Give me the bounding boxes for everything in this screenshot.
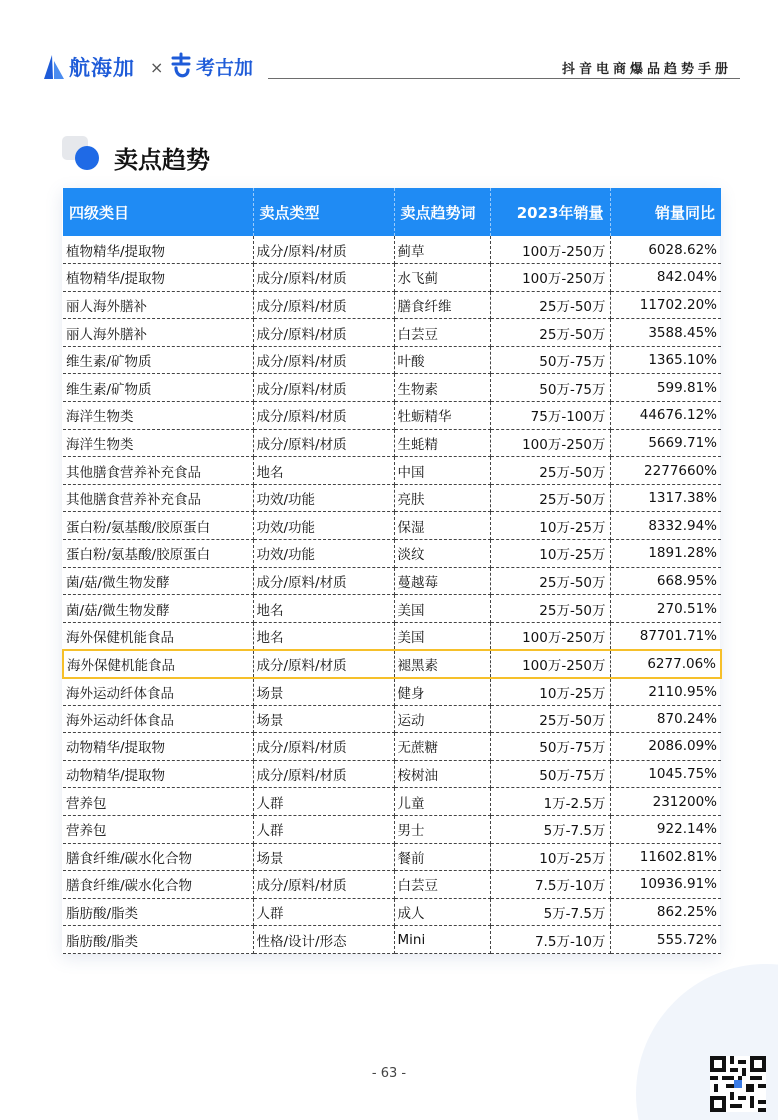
selling-point-trend-table — [62, 188, 722, 954]
page-number: - 63 - — [371, 1066, 407, 1081]
table-body — [63, 236, 721, 953]
cell-sales-2023: 10万-25万 — [490, 512, 610, 540]
cell-selling-point-type: 人群 — [253, 815, 394, 843]
cell-category: 海洋生物类 — [63, 402, 253, 430]
cell-yoy: 1317.38% — [610, 484, 721, 512]
cell-yoy: 2086.09% — [610, 733, 721, 761]
cell-selling-point-type: 成分/原料/材质 — [253, 733, 394, 761]
cell-trend-word: 桉树油 — [394, 760, 490, 788]
table-row — [63, 898, 721, 926]
cell-trend-word: 成人 — [394, 898, 490, 926]
cell-selling-point-type: 地名 — [253, 457, 394, 485]
cell-trend-word: 保湿 — [394, 512, 490, 540]
cell-yoy: 44676.12% — [610, 402, 721, 430]
cell-yoy: 1045.75% — [610, 760, 721, 788]
cell-yoy: 11702.20% — [610, 291, 721, 319]
table-row — [63, 815, 721, 843]
cell-category: 蛋白粉/氨基酸/胶原蛋白 — [63, 512, 253, 540]
cell-selling-point-type: 人群 — [253, 898, 394, 926]
cell-trend-word: 蓟草 — [394, 236, 490, 264]
cell-selling-point-type: 成分/原料/材质 — [253, 402, 394, 430]
cell-category: 膳食纤维/碳水化合物 — [63, 843, 253, 871]
cell-selling-point-type: 成分/原料/材质 — [253, 650, 394, 678]
table-row — [63, 512, 721, 540]
cell-trend-word: 无蔗糖 — [394, 733, 490, 761]
cell-yoy: 8332.94% — [610, 512, 721, 540]
cell-selling-point-type: 性格/设计/形态 — [253, 926, 394, 954]
table-row — [63, 705, 721, 733]
cell-category: 海外保健机能食品 — [63, 622, 253, 650]
cell-category: 维生素/矿物质 — [63, 346, 253, 374]
cell-selling-point-type: 成分/原料/材质 — [253, 236, 394, 264]
table-row — [63, 733, 721, 761]
cell-trend-word: 美国 — [394, 622, 490, 650]
cell-trend-word: 白芸豆 — [394, 871, 490, 899]
cell-sales-2023: 5万-7.5万 — [490, 898, 610, 926]
hanghaijia-logo — [40, 52, 135, 82]
cell-yoy: 1891.28% — [610, 540, 721, 568]
cell-sales-2023: 25万-50万 — [490, 319, 610, 347]
cell-category: 营养包 — [63, 788, 253, 816]
cell-trend-word: 叶酸 — [394, 346, 490, 374]
table-row — [63, 374, 721, 402]
kaogu-logo-icon — [168, 52, 194, 80]
column-header-selling-point-type: 卖点类型 — [253, 188, 394, 236]
cell-trend-word: 蔓越莓 — [394, 567, 490, 595]
cell-yoy: 87701.71% — [610, 622, 721, 650]
cell-category: 脂肪酸/脂类 — [63, 926, 253, 954]
cell-yoy: 555.72% — [610, 926, 721, 954]
cell-trend-word: 男士 — [394, 815, 490, 843]
table-row — [63, 871, 721, 899]
cell-category: 动物精华/提取物 — [63, 733, 253, 761]
cell-trend-word: 淡纹 — [394, 540, 490, 568]
cell-sales-2023: 75万-100万 — [490, 402, 610, 430]
cell-yoy: 5669.71% — [610, 429, 721, 457]
table-row — [63, 402, 721, 430]
cell-trend-word: 中国 — [394, 457, 490, 485]
cell-trend-word: 美国 — [394, 595, 490, 623]
cell-selling-point-type: 地名 — [253, 595, 394, 623]
cell-category: 植物精华/提取物 — [63, 236, 253, 264]
cell-category: 海外保健机能食品 — [63, 650, 253, 678]
table-row — [63, 843, 721, 871]
brand-name-hanghaijia: 航海加 — [69, 56, 135, 80]
table-header-row — [63, 188, 721, 236]
table-row — [63, 346, 721, 374]
cell-trend-word: 儿童 — [394, 788, 490, 816]
cell-sales-2023: 7.5万-10万 — [490, 871, 610, 899]
cell-yoy: 231200% — [610, 788, 721, 816]
cell-sales-2023: 7.5万-10万 — [490, 926, 610, 954]
table-row — [63, 567, 721, 595]
page-header — [0, 0, 778, 100]
cell-category: 维生素/矿物质 — [63, 374, 253, 402]
cell-yoy: 862.25% — [610, 898, 721, 926]
cell-sales-2023: 25万-50万 — [490, 291, 610, 319]
cell-selling-point-type: 功效/功能 — [253, 512, 394, 540]
cell-selling-point-type: 场景 — [253, 705, 394, 733]
sail-logo-icon — [40, 53, 66, 81]
section-title: 卖点趋势 — [114, 146, 210, 174]
cell-sales-2023: 100万-250万 — [490, 236, 610, 264]
cell-trend-word: 褪黑素 — [394, 650, 490, 678]
cell-yoy: 2277660% — [610, 457, 721, 485]
cell-trend-word: 膳食纤维 — [394, 291, 490, 319]
cell-category: 丽人海外膳补 — [63, 291, 253, 319]
cell-selling-point-type: 成分/原料/材质 — [253, 346, 394, 374]
table-row — [63, 319, 721, 347]
cell-category: 丽人海外膳补 — [63, 319, 253, 347]
cell-selling-point-type: 成分/原料/材质 — [253, 871, 394, 899]
cell-yoy: 870.24% — [610, 705, 721, 733]
table-row — [63, 291, 721, 319]
cell-sales-2023: 50万-75万 — [490, 760, 610, 788]
brand-name-kaogujia: 考古加 — [196, 56, 254, 79]
cell-yoy: 599.81% — [610, 374, 721, 402]
cell-yoy: 10936.91% — [610, 871, 721, 899]
cell-selling-point-type: 成分/原料/材质 — [253, 264, 394, 292]
cell-yoy: 6277.06% — [610, 650, 721, 678]
cell-sales-2023: 25万-50万 — [490, 567, 610, 595]
table-row — [63, 926, 721, 954]
cell-trend-word: 餐前 — [394, 843, 490, 871]
cell-category: 营养包 — [63, 815, 253, 843]
table-row — [63, 595, 721, 623]
cell-trend-word: 牡蛎精华 — [394, 402, 490, 430]
cell-yoy: 3588.45% — [610, 319, 721, 347]
cell-sales-2023: 25万-50万 — [490, 484, 610, 512]
cell-category: 海洋生物类 — [63, 429, 253, 457]
cell-trend-word: 亮肤 — [394, 484, 490, 512]
cell-trend-word: 生蚝精 — [394, 429, 490, 457]
cell-trend-word: Mini — [394, 926, 490, 954]
kaogujia-logo — [168, 52, 253, 80]
cell-selling-point-type: 成分/原料/材质 — [253, 760, 394, 788]
cell-category: 海外运动纤体食品 — [63, 678, 253, 706]
cell-category: 植物精华/提取物 — [63, 264, 253, 292]
cell-selling-point-type: 场景 — [253, 678, 394, 706]
cell-sales-2023: 100万-250万 — [490, 622, 610, 650]
cell-sales-2023: 10万-25万 — [490, 843, 610, 871]
cell-category: 其他膳食营养补充食品 — [63, 484, 253, 512]
cell-trend-word: 白芸豆 — [394, 319, 490, 347]
cell-sales-2023: 100万-250万 — [490, 264, 610, 292]
cell-yoy: 1365.10% — [610, 346, 721, 374]
cell-yoy: 842.04% — [610, 264, 721, 292]
cell-category: 蛋白粉/氨基酸/胶原蛋白 — [63, 540, 253, 568]
cell-sales-2023: 10万-25万 — [490, 678, 610, 706]
cell-trend-word: 运动 — [394, 705, 490, 733]
column-header-sales-2023: 2023年销量 — [490, 188, 610, 236]
table-row — [63, 429, 721, 457]
cell-selling-point-type: 成分/原料/材质 — [253, 291, 394, 319]
cell-trend-word: 水飞蓟 — [394, 264, 490, 292]
brand-separator: × — [150, 58, 164, 77]
cell-selling-point-type: 成分/原料/材质 — [253, 567, 394, 595]
trend-table-container — [62, 188, 720, 954]
table-row-highlighted — [63, 650, 721, 678]
table-row — [63, 484, 721, 512]
cell-category: 脂肪酸/脂类 — [63, 898, 253, 926]
cell-sales-2023: 25万-50万 — [490, 705, 610, 733]
cell-category: 膳食纤维/碳水化合物 — [63, 871, 253, 899]
cell-yoy: 6028.62% — [610, 236, 721, 264]
column-header-category: 四级类目 — [63, 188, 253, 236]
cell-selling-point-type: 成分/原料/材质 — [253, 319, 394, 347]
cell-yoy: 2110.95% — [610, 678, 721, 706]
table-row — [63, 678, 721, 706]
cell-sales-2023: 10万-25万 — [490, 540, 610, 568]
cell-trend-word: 健身 — [394, 678, 490, 706]
column-header-trend-word: 卖点趋势词 — [394, 188, 490, 236]
cell-sales-2023: 25万-50万 — [490, 595, 610, 623]
cell-category: 菌/菇/微生物发酵 — [63, 595, 253, 623]
cell-category: 海外运动纤体食品 — [63, 705, 253, 733]
cell-sales-2023: 50万-75万 — [490, 346, 610, 374]
cell-selling-point-type: 场景 — [253, 843, 394, 871]
heading-dot-icon — [75, 146, 99, 170]
cell-selling-point-type: 成分/原料/材质 — [253, 374, 394, 402]
table-row — [63, 457, 721, 485]
cell-yoy: 668.95% — [610, 567, 721, 595]
table-row — [63, 264, 721, 292]
cell-sales-2023: 1万-2.5万 — [490, 788, 610, 816]
table-row — [63, 540, 721, 568]
table-row — [63, 760, 721, 788]
column-header-yoy: 销量同比 — [610, 188, 721, 236]
qr-code-icon — [710, 1056, 766, 1112]
cell-sales-2023: 100万-250万 — [490, 429, 610, 457]
cell-yoy: 922.14% — [610, 815, 721, 843]
cell-selling-point-type: 人群 — [253, 788, 394, 816]
cell-selling-point-type: 功效/功能 — [253, 484, 394, 512]
cell-yoy: 11602.81% — [610, 843, 721, 871]
cell-selling-point-type: 功效/功能 — [253, 540, 394, 568]
cell-sales-2023: 50万-75万 — [490, 374, 610, 402]
cell-selling-point-type: 成分/原料/材质 — [253, 429, 394, 457]
table-row — [63, 622, 721, 650]
cell-sales-2023: 50万-75万 — [490, 733, 610, 761]
header-divider — [268, 78, 740, 79]
cell-sales-2023: 5万-7.5万 — [490, 815, 610, 843]
table-row — [63, 788, 721, 816]
cell-sales-2023: 25万-50万 — [490, 457, 610, 485]
cell-sales-2023: 100万-250万 — [490, 650, 610, 678]
handbook-title: 抖音电商爆品趋势手册 — [561, 62, 732, 77]
cell-trend-word: 生物素 — [394, 374, 490, 402]
cell-category: 其他膳食营养补充食品 — [63, 457, 253, 485]
cell-category: 动物精华/提取物 — [63, 760, 253, 788]
cell-yoy: 270.51% — [610, 595, 721, 623]
table-row — [63, 236, 721, 264]
cell-category: 菌/菇/微生物发酵 — [63, 567, 253, 595]
cell-selling-point-type: 地名 — [253, 622, 394, 650]
